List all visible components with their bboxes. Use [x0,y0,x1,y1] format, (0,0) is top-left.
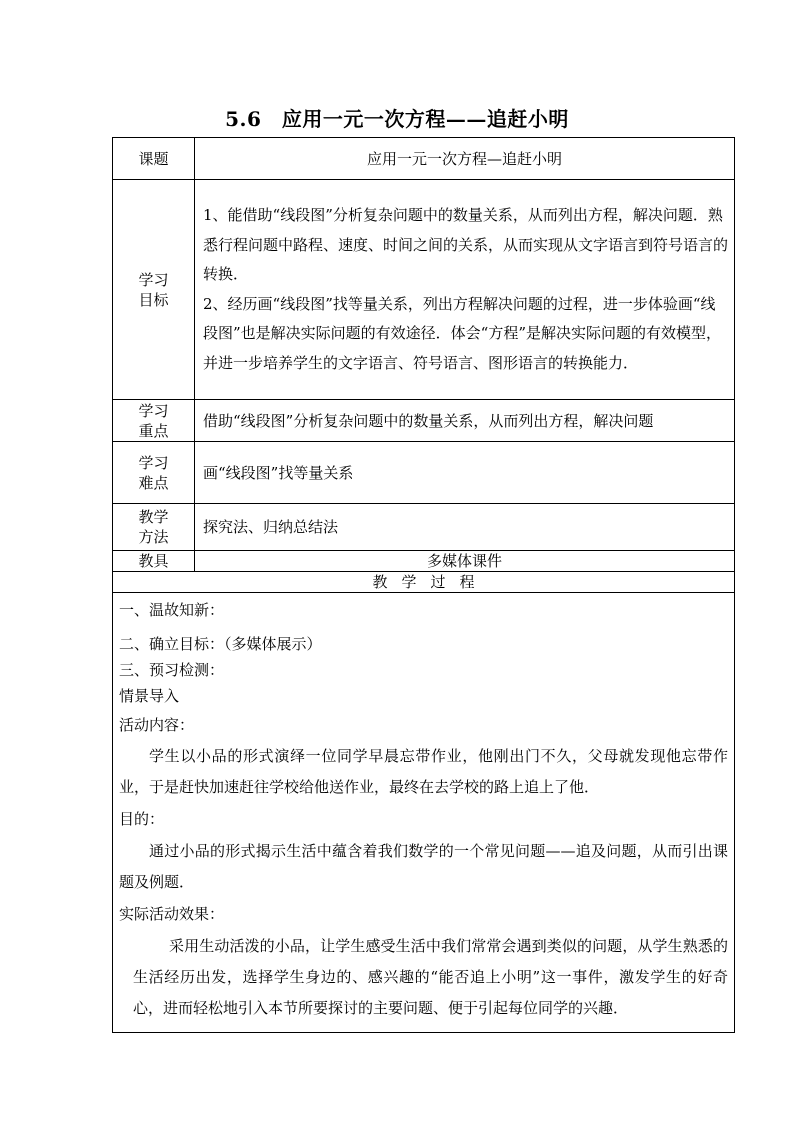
focus-label-line1: 学习 [138,401,169,420]
difficulty-label [113,442,195,504]
method-label-line2: 方法 [138,528,169,546]
purpose-label: 目的： [119,810,165,828]
page-title: 5.6 应用一元一次方程——追赶小明 [225,107,569,131]
topic-label: 课题 [113,138,195,180]
goal-paragraph-2: 2、经历画“线段图”找等量关系，列出方程解决问题的过程，进一步体验画“线段图”也是解决实际问题的有效途径．体会“方程”是解决实际问题的有效模型，并进一步培养学生的文字语言、符号语言、图形语言的转换能力． [203,294,722,372]
method-value: 探究法、归纳总结法 [195,504,735,551]
topic-value: 应用一元一次方程—追赶小明 [195,138,735,180]
tools-label: 教具 [113,551,195,572]
goals-row [113,180,735,400]
topic-row [113,138,735,180]
process-header-row [113,572,735,593]
goals-label-line1: 学习 [138,270,169,289]
process-body [113,593,735,1033]
process-header: 教学过程 [113,572,735,593]
goals-label-line2: 目标 [138,290,169,309]
goals-value [195,180,735,400]
lesson-plan-table [112,137,735,1033]
review-heading: 一、温故知新： [119,601,225,619]
goals-label [113,180,195,400]
method-row [113,504,735,551]
focus-value: 借助“线段图”分析复杂问题中的数量关系，从而列出方程，解决问题 [195,400,735,442]
purpose-text: 通过小品的形式揭示生活中蕴含着我们数学的一个常见问题——追及问题，从而引出课题及例题． [119,842,728,891]
tools-row [113,551,735,572]
tools-value: 多媒体课件 [195,551,735,572]
method-label [113,504,195,551]
activity-label: 活动内容： [119,716,195,734]
effect-label: 实际活动效果： [119,905,225,923]
difficulty-value: 画“线段图”找等量关系 [195,442,735,504]
difficulty-row [113,442,735,504]
focus-row [113,400,735,442]
difficulty-label-line2: 难点 [138,473,169,492]
process-body-row [113,593,735,1033]
scenario-heading: 情景导入 [119,687,180,705]
method-label-line1: 教学 [138,508,169,526]
activity-text: 学生以小品的形式演绎一位同学早晨忘带作业，他刚出门不久，父母就发现他忘带作业，于是赶快加速赶往学校给他送作业，最终在去学校的路上追上了他． [119,747,728,796]
difficulty-label-line1: 学习 [138,453,169,472]
preview-heading: 三、预习检测： [119,661,225,679]
focus-label-line2: 重点 [138,421,169,440]
focus-label [113,400,195,442]
goal-paragraph-1: 1、能借助“线段图”分析复杂问题中的数量关系，从而列出方程，解决问题．熟悉行程问题中路程、速度、时间之间的关系，从而实现从文字语言到符号语言的转换． [203,206,729,283]
objective-heading: 二、确立目标：（多媒体展示） [119,635,322,653]
effect-text: 采用生动活泼的小品，让学生感受生活中我们常常会遇到类似的问题，从学生熟悉的生活经历出发，选择学生身边的、感兴趣的“能否追上小明”这一事件，激发学生的好奇心，进而轻松地引入本节所要探讨的主要问题、便于引起每位同学的兴趣． [133,937,728,1017]
